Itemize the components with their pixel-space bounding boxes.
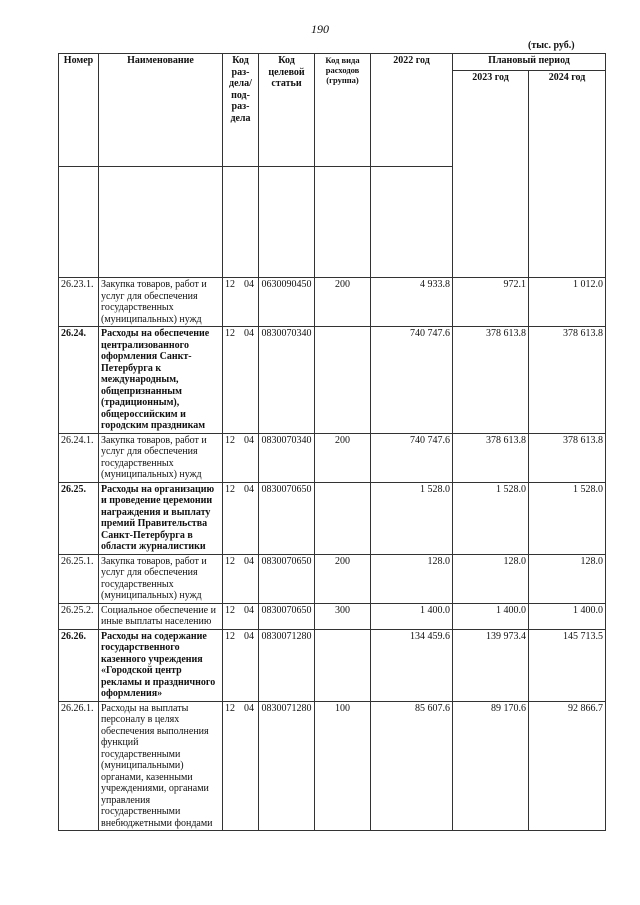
row-section: 12 — [225, 555, 235, 567]
table-body — [59, 278, 606, 831]
row-number: 26.24. — [59, 327, 99, 434]
row-number: 26.25.2. — [59, 603, 99, 629]
header-name: Наименование — [99, 54, 223, 167]
row-value-2024: 92 866.7 — [529, 701, 606, 831]
header-row-1 — [59, 54, 606, 71]
row-value-2023: 1 400.0 — [453, 603, 529, 629]
row-name: Расходы на обеспечение централизованного оформления Санкт-Петербурга к международным, общепризнанным (традиционным), общероссийским и городским праздникам — [99, 327, 223, 434]
table-row — [59, 629, 606, 701]
row-number: 26.26. — [59, 629, 99, 701]
row-number: 26.24.1. — [59, 433, 99, 482]
row-value-2024: 378 613.8 — [529, 327, 606, 434]
row-subsection: 04 — [244, 279, 254, 290]
row-value-2022: 1 528.0 — [371, 482, 453, 554]
row-value-2024: 1 012.0 — [529, 278, 606, 327]
row-value-2023: 128.0 — [453, 554, 529, 603]
header-spacer-row — [59, 167, 606, 278]
row-value-2023: 139 973.4 — [453, 629, 529, 701]
row-section: 12 — [225, 604, 235, 616]
row-value-2022: 85 607.6 — [371, 701, 453, 831]
row-section: 12 — [225, 630, 235, 642]
unit-note: (тыс. руб.) — [528, 40, 575, 51]
row-name: Расходы на содержание государственного казенного учреждения «Городской центр рекламы и праздничного оформления» — [99, 629, 223, 701]
header-2022: 2022 год — [371, 54, 453, 167]
row-value-2023: 378 613.8 — [453, 433, 529, 482]
table-row — [59, 433, 606, 482]
row-value-2023: 972.1 — [453, 278, 529, 327]
row-section: 12 — [225, 434, 235, 446]
row-section-code — [223, 278, 259, 327]
row-name: Социальное обеспечение и иные выплаты населению — [99, 603, 223, 629]
table-row — [59, 327, 606, 434]
row-expense-code: 200 — [315, 554, 371, 603]
row-section-code — [223, 433, 259, 482]
row-section-code — [223, 482, 259, 554]
row-section: 12 — [225, 279, 235, 290]
row-value-2023: 1 528.0 — [453, 482, 529, 554]
row-expense-code: 300 — [315, 603, 371, 629]
row-subsection: 04 — [244, 483, 254, 495]
row-name: Закупка товаров, работ и услуг для обеспечения государственных (муниципальных) нужд — [99, 554, 223, 603]
header-plan-period: Плановый период — [453, 54, 606, 71]
header-2024: 2024 год — [529, 71, 606, 167]
row-expense-code — [315, 629, 371, 701]
row-value-2024: 145 713.5 — [529, 629, 606, 701]
table-row — [59, 701, 606, 831]
row-section: 12 — [225, 702, 235, 714]
row-section: 12 — [225, 483, 235, 495]
table-row — [59, 278, 606, 327]
row-target-code: 0830070340 — [259, 433, 315, 482]
header-2023: 2023 год — [453, 71, 529, 167]
row-target-code: 0830070340 — [259, 327, 315, 434]
row-target-code: 0830070650 — [259, 482, 315, 554]
row-target-code: 0830071280 — [259, 701, 315, 831]
row-value-2024: 1 400.0 — [529, 603, 606, 629]
row-value-2024: 378 613.8 — [529, 433, 606, 482]
header-number: Номер — [59, 54, 99, 167]
header-target: Код целевой статьи — [259, 54, 315, 167]
header-expense-type: Код вида расходов (группа) — [315, 54, 371, 167]
row-subsection: 04 — [244, 630, 254, 642]
row-subsection: 04 — [244, 604, 254, 616]
row-subsection: 04 — [244, 702, 254, 714]
row-target-code: 0830071280 — [259, 629, 315, 701]
row-section-code — [223, 603, 259, 629]
row-value-2022: 4 933.8 — [371, 278, 453, 327]
row-value-2024: 128.0 — [529, 554, 606, 603]
row-expense-code — [315, 482, 371, 554]
row-expense-code: 200 — [315, 278, 371, 327]
row-subsection: 04 — [244, 328, 254, 339]
row-section-code — [223, 701, 259, 831]
header-section: Код раз-дела/ под-раз-дела — [223, 54, 259, 167]
row-number: 26.25. — [59, 482, 99, 554]
row-value-2024: 1 528.0 — [529, 482, 606, 554]
row-target-code: 0630090450 — [259, 278, 315, 327]
row-number: 26.26.1. — [59, 701, 99, 831]
row-target-code: 0830070650 — [259, 554, 315, 603]
row-expense-code: 100 — [315, 701, 371, 831]
row-section-code — [223, 327, 259, 434]
row-value-2022: 740 747.6 — [371, 433, 453, 482]
row-name: Закупка товаров, работ и услуг для обеспечения государственных (муниципальных) нужд — [99, 278, 223, 327]
row-number: 26.25.1. — [59, 554, 99, 603]
table-row — [59, 482, 606, 554]
budget-table — [58, 53, 606, 831]
row-name: Расходы на выплаты персоналу в целях обеспечения выполнения функций государственными (муниципальными) органами, казенными учреждениями, органами управления государственными внебюджетными фондами — [99, 701, 223, 831]
row-expense-code — [315, 327, 371, 434]
row-value-2023: 378 613.8 — [453, 327, 529, 434]
row-subsection: 04 — [244, 434, 254, 446]
row-value-2022: 1 400.0 — [371, 603, 453, 629]
table-row — [59, 603, 606, 629]
row-value-2022: 134 459.6 — [371, 629, 453, 701]
row-name: Закупка товаров, работ и услуг для обеспечения государственных (муниципальных) нужд — [99, 433, 223, 482]
row-section: 12 — [225, 328, 235, 339]
row-name: Расходы на организацию и проведение церемонии награждения и выплату премий Правительства Санкт-Петербурга в области журналистики — [99, 482, 223, 554]
row-section-code — [223, 554, 259, 603]
row-section-code — [223, 629, 259, 701]
row-subsection: 04 — [244, 555, 254, 567]
row-expense-code: 200 — [315, 433, 371, 482]
row-value-2022: 740 747.6 — [371, 327, 453, 434]
row-value-2022: 128.0 — [371, 554, 453, 603]
row-value-2023: 89 170.6 — [453, 701, 529, 831]
table-row — [59, 554, 606, 603]
row-target-code: 0830070650 — [259, 603, 315, 629]
row-number: 26.23.1. — [59, 278, 99, 327]
page-number: 190 — [311, 22, 329, 36]
